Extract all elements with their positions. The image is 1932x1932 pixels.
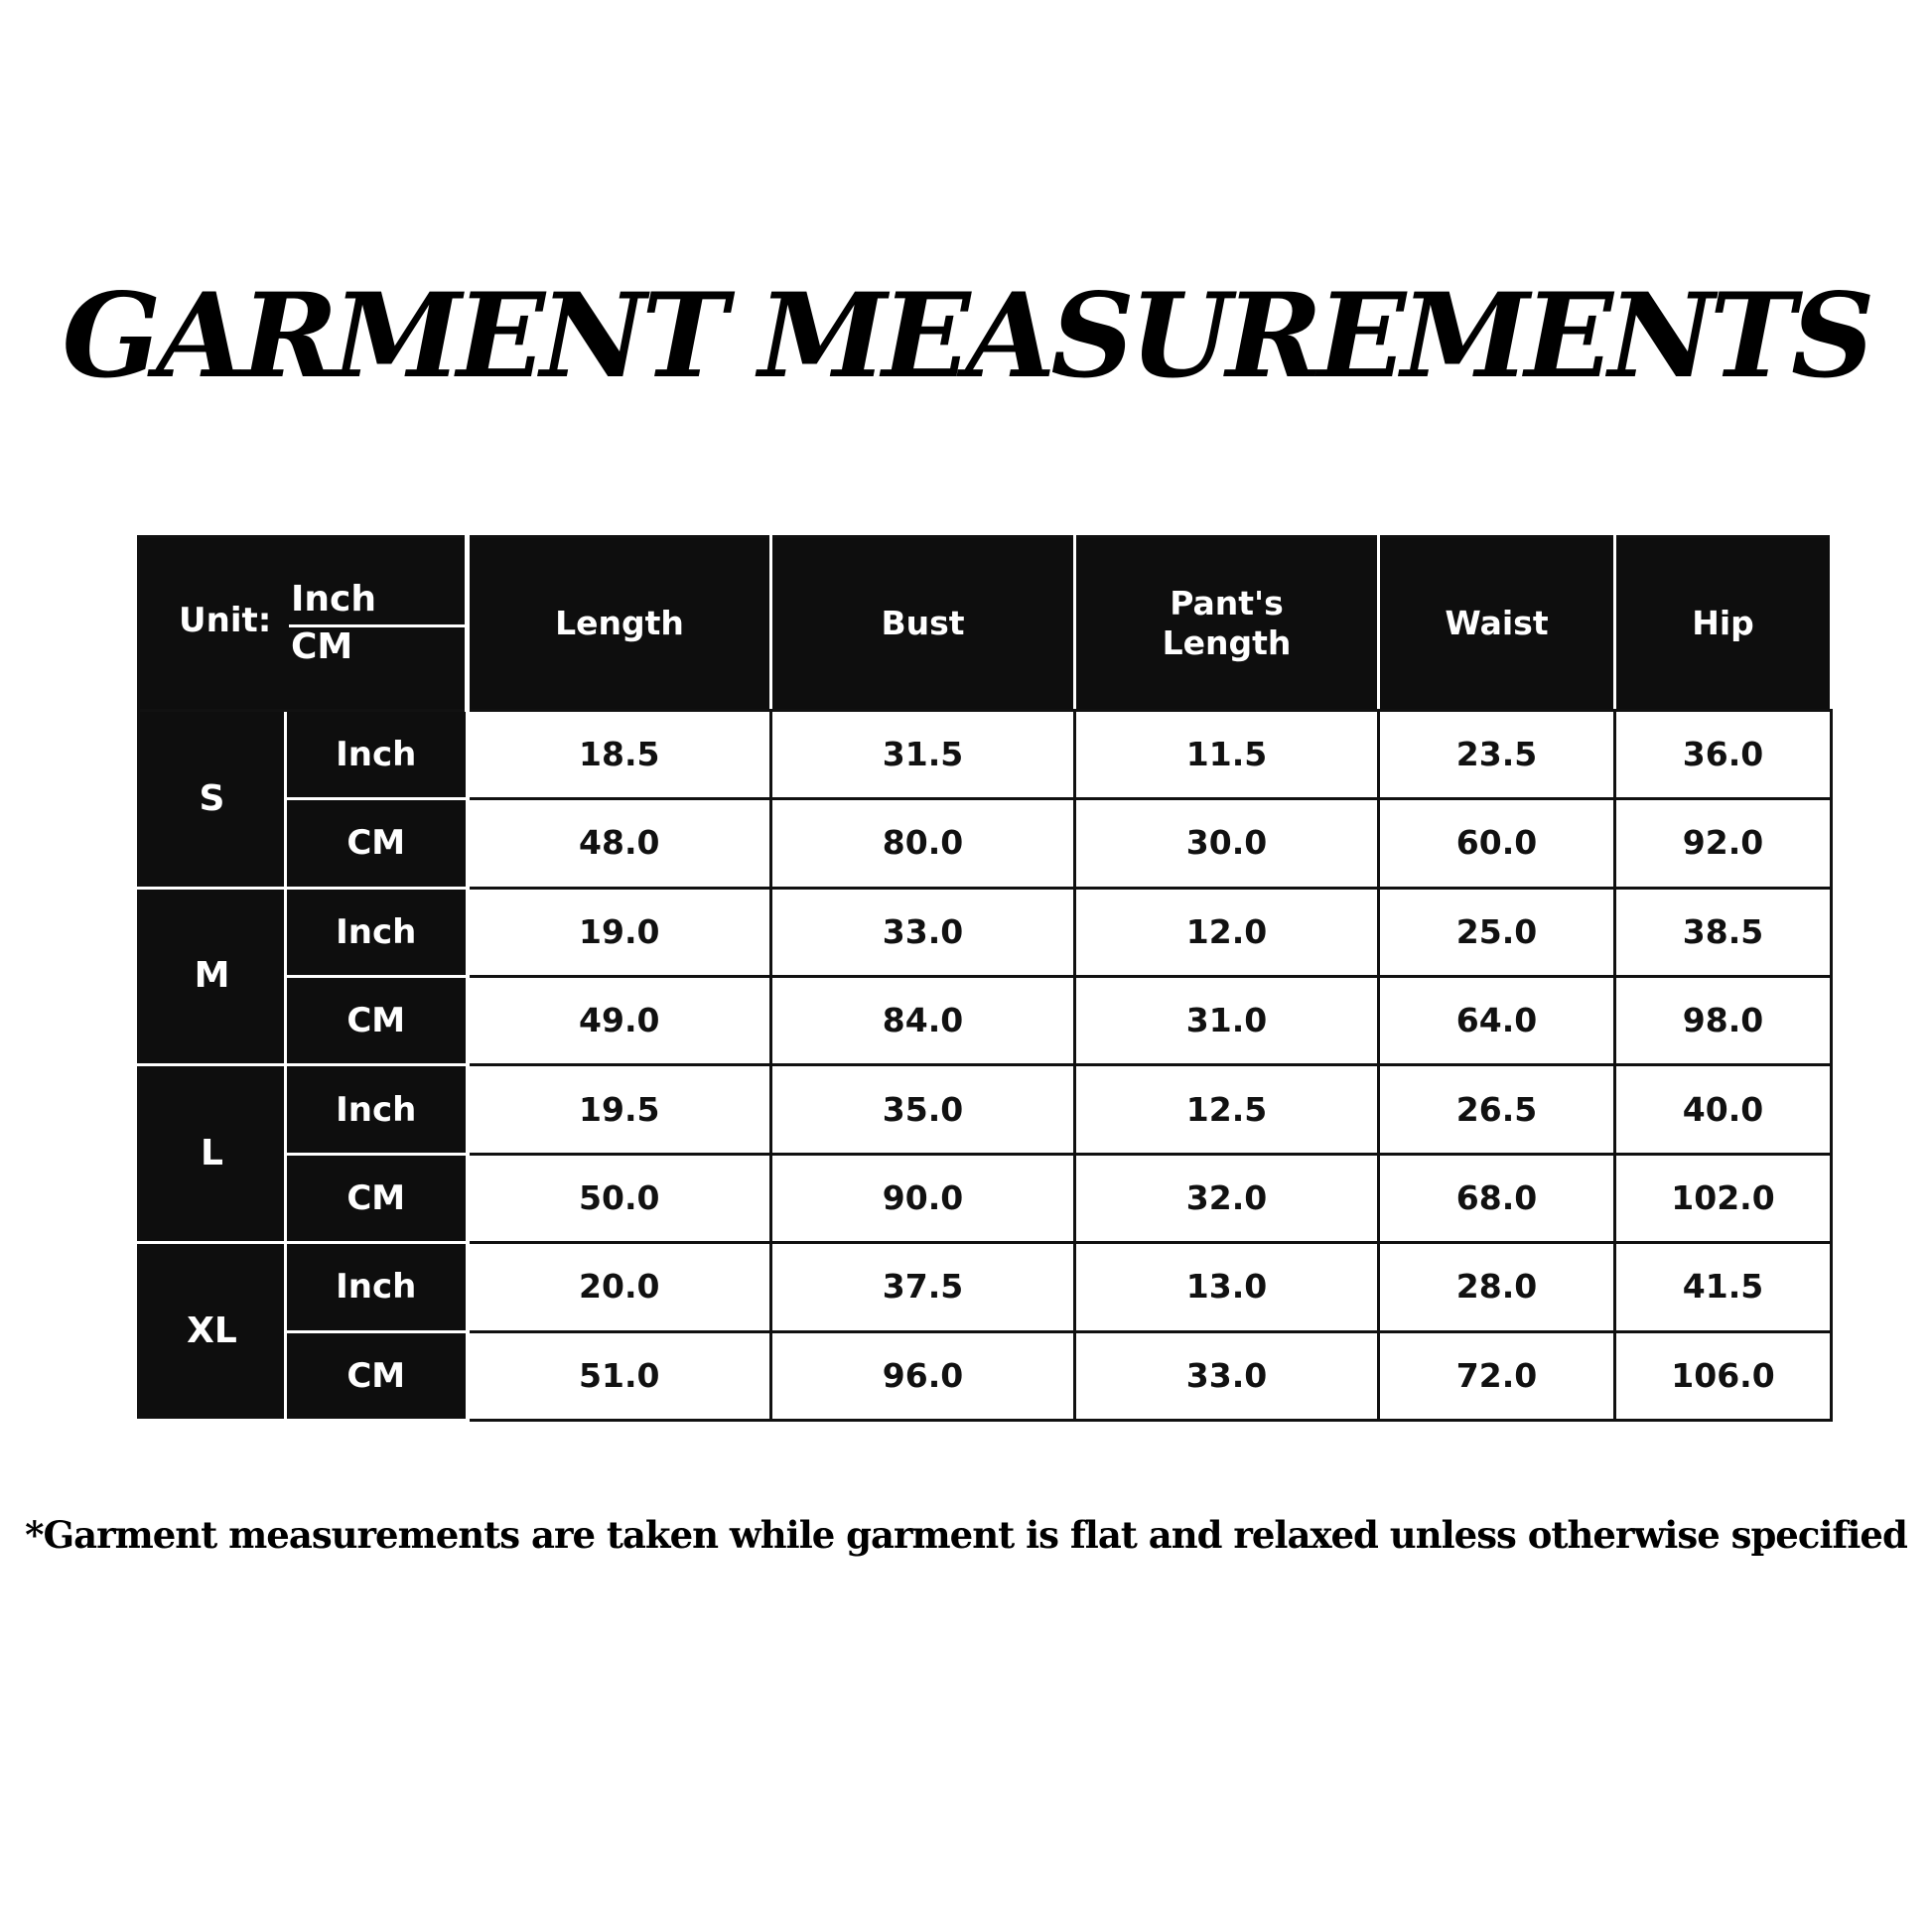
page-title: GARMENT MEASUREMENTS <box>62 267 1870 404</box>
row-unit-label: Inch <box>286 1065 468 1154</box>
measurement-cell: 102.0 <box>1615 1154 1832 1242</box>
measurement-cell: 72.0 <box>1379 1331 1615 1420</box>
measurement-cell: 33.0 <box>1075 1331 1379 1420</box>
table-row <box>139 710 1832 798</box>
measurement-cell: 36.0 <box>1615 710 1832 798</box>
measurement-cell: 23.5 <box>1379 710 1615 798</box>
column-header-pants-length: Pant's Length <box>1075 537 1379 711</box>
table-row <box>139 1331 1832 1420</box>
measurement-cell: 48.0 <box>468 799 771 888</box>
row-unit-label: Inch <box>286 1243 468 1331</box>
table-body <box>139 537 1832 1421</box>
row-unit-label: Inch <box>286 710 468 798</box>
size-chart-table <box>137 535 1833 1422</box>
measurement-cell: 64.0 <box>1379 976 1615 1064</box>
measurement-cell: 13.0 <box>1075 1243 1379 1331</box>
footnote: *Garment measurements are taken while garment is flat and relaxed unless otherwise specified <box>25 1513 1907 1557</box>
measurement-cell: 96.0 <box>771 1331 1075 1420</box>
measurement-cell: 19.5 <box>468 1065 771 1154</box>
table-row <box>139 799 1832 888</box>
measurement-cell: 106.0 <box>1615 1331 1832 1420</box>
measurement-cell: 60.0 <box>1379 799 1615 888</box>
measurement-cell: 68.0 <box>1379 1154 1615 1242</box>
measurement-cell: 92.0 <box>1615 799 1832 888</box>
measurement-cell: 25.0 <box>1379 888 1615 976</box>
measurement-cell: 30.0 <box>1075 799 1379 888</box>
column-header-hip: Hip <box>1615 537 1832 711</box>
row-unit-label: CM <box>286 1331 468 1420</box>
row-unit-label: CM <box>286 799 468 888</box>
measurement-cell: 50.0 <box>468 1154 771 1242</box>
measurement-cell: 84.0 <box>771 976 1075 1064</box>
table-row <box>139 888 1832 976</box>
measurement-cell: 32.0 <box>1075 1154 1379 1242</box>
size-label: XL <box>139 1243 286 1421</box>
row-unit-label: CM <box>286 1154 468 1242</box>
measurement-cell: 33.0 <box>771 888 1075 976</box>
unit-header <box>139 537 468 711</box>
column-header-length: Length <box>468 537 771 711</box>
measurement-cell: 20.0 <box>468 1243 771 1331</box>
measurement-cell: 80.0 <box>771 799 1075 888</box>
row-unit-label: Inch <box>286 888 468 976</box>
measurement-cell: 11.5 <box>1075 710 1379 798</box>
measurement-cell: 49.0 <box>468 976 771 1064</box>
row-unit-label: CM <box>286 976 468 1064</box>
measurement-cell: 51.0 <box>468 1331 771 1420</box>
measurement-cell: 35.0 <box>771 1065 1075 1154</box>
measurement-cell: 41.5 <box>1615 1243 1832 1331</box>
size-label: S <box>139 710 286 888</box>
unit-inch-label: Inch <box>291 579 376 620</box>
table-row <box>139 976 1832 1064</box>
column-header-waist: Waist <box>1379 537 1615 711</box>
unit-label: Unit: <box>179 601 272 640</box>
size-label: M <box>139 888 286 1065</box>
measurement-cell: 38.5 <box>1615 888 1832 976</box>
measurement-cell: 12.0 <box>1075 888 1379 976</box>
table-row <box>139 1243 1832 1331</box>
measurement-cell: 19.0 <box>468 888 771 976</box>
measurement-cell: 28.0 <box>1379 1243 1615 1331</box>
size-label: L <box>139 1065 286 1243</box>
measurement-cell: 12.5 <box>1075 1065 1379 1154</box>
header-row <box>139 537 1832 711</box>
measurement-cell: 31.0 <box>1075 976 1379 1064</box>
table-row <box>139 1154 1832 1242</box>
measurement-cell: 26.5 <box>1379 1065 1615 1154</box>
unit-cm-label: CM <box>291 626 353 667</box>
table-row <box>139 1065 1832 1154</box>
measurement-cell: 98.0 <box>1615 976 1832 1064</box>
measurement-cell: 40.0 <box>1615 1065 1832 1154</box>
measurement-cell: 37.5 <box>771 1243 1075 1331</box>
measurement-cell: 31.5 <box>771 710 1075 798</box>
measurement-cell: 90.0 <box>771 1154 1075 1242</box>
column-header-bust: Bust <box>771 537 1075 711</box>
measurement-cell: 18.5 <box>468 710 771 798</box>
